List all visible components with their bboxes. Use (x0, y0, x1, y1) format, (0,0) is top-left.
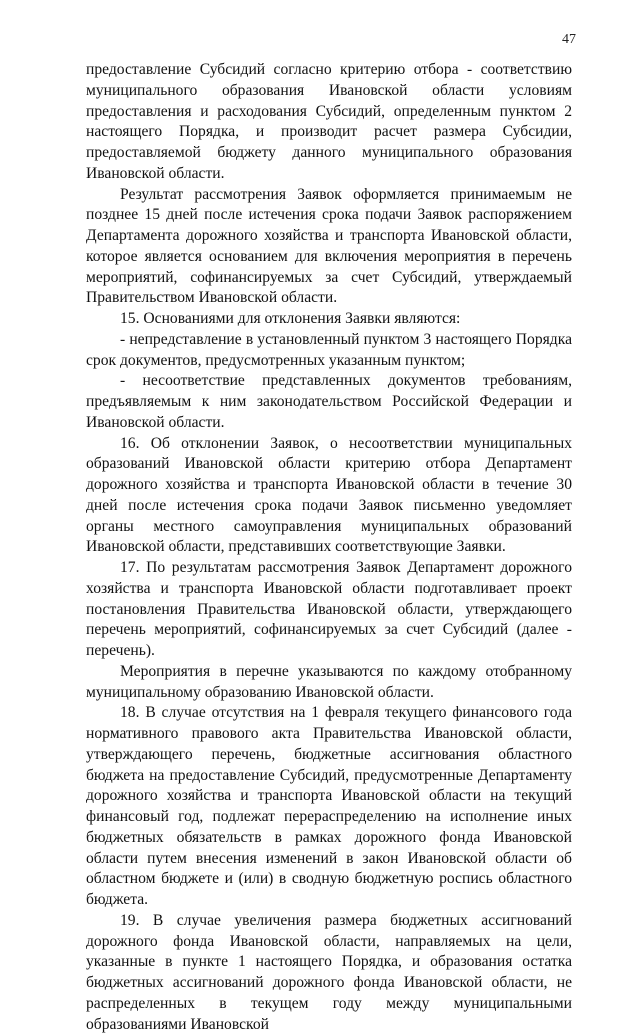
paragraph-review-result: Результат рассмотрения Заявок оформляется принимаемым не позднее 15 дней после истечения срока подачи Заявок распоряжением Департамента дорожного хозяйства и транспорта Ивановской области, которое является основанием для включения мероприятия в перечень мероприятий, софинансируемых за счет Субсидий, утверждаемый Правительством Ивановской области. (86, 185, 572, 307)
paragraph-17: 17. По результатам рассмотрения Заявок Департамент дорожного хозяйства и транспорта Ивановской области подготавливает проект постановления Правительства Ивановской области, утверждающего перечень мероприятий, софинансируемых за счет Субсидий (далее - перечень). (86, 559, 572, 659)
paragraph-16: 16. Об отклонении Заявок, о несоответствии муниципальных образований Ивановской области критерию отбора Департамент дорожного хозяйства и транспорта Ивановской области в течение 30 дней после истечения срока подачи Заявок письменно уведомляет органы местного самоуправления муниципальных образований Ивановской области, представивших соответствующие Заявки. (86, 434, 572, 556)
document-body (86, 60, 572, 1035)
paragraph-15-item-2: - несоответствие представленных документов требованиям, предъявляемым к ним законодательством Российской Федерации и Ивановской области. (86, 372, 572, 431)
paragraph-18: 18. В случае отсутствия на 1 февраля текущего финансового года нормативного правового акта Правительства Ивановской области, утверждающего перечень, бюджетные ассигнования областного бюджета на предоставление Субсидий, предусмотренные Департаменту дорожного хозяйства и транспорта Ивановской области на текущий финансовый год, подлежат перераспределению на исполнение иных бюджетных обязательств в рамках дорожного фонда Ивановской области путем внесения изменений в закон Ивановской области об областном бюджете и (или) в сводную бюджетную роспись областного бюджета. (86, 704, 572, 908)
paragraph-17-list-note: Мероприятия в перечне указываются по каждому отобранному муниципальному образованию Ивановской области. (86, 662, 572, 701)
paragraph-15-item-1: - непредставление в установленный пунктом 3 настоящего Порядка срок документов, предусмотренных указанным пунктом; (86, 330, 572, 369)
paragraph-19: 19. В случае увеличения размера бюджетных ассигнований дорожного фонда Ивановской области, направляемых на цели, указанные в пункте 1 настоящего Порядка, и образования остатка бюджетных ассигнований дорожного фонда Ивановской области, не распределенных в текущем году между муниципальными образованиями Ивановской (86, 911, 572, 1033)
paragraph-subsidy-criteria: предоставление Субсидий согласно критерию отбора - соответствию муниципального образования Ивановской области условиям предоставления и расходования Субсидий, определенным пунктом 2 настоящего Порядка, и производит расчет размера Субсидии, предоставляемой бюджету данного муниципального образования Ивановской области. (86, 61, 572, 182)
page-number: 47 (562, 32, 576, 47)
paragraph-15-heading: 15. Основаниями для отклонения Заявки являются: (120, 310, 461, 327)
